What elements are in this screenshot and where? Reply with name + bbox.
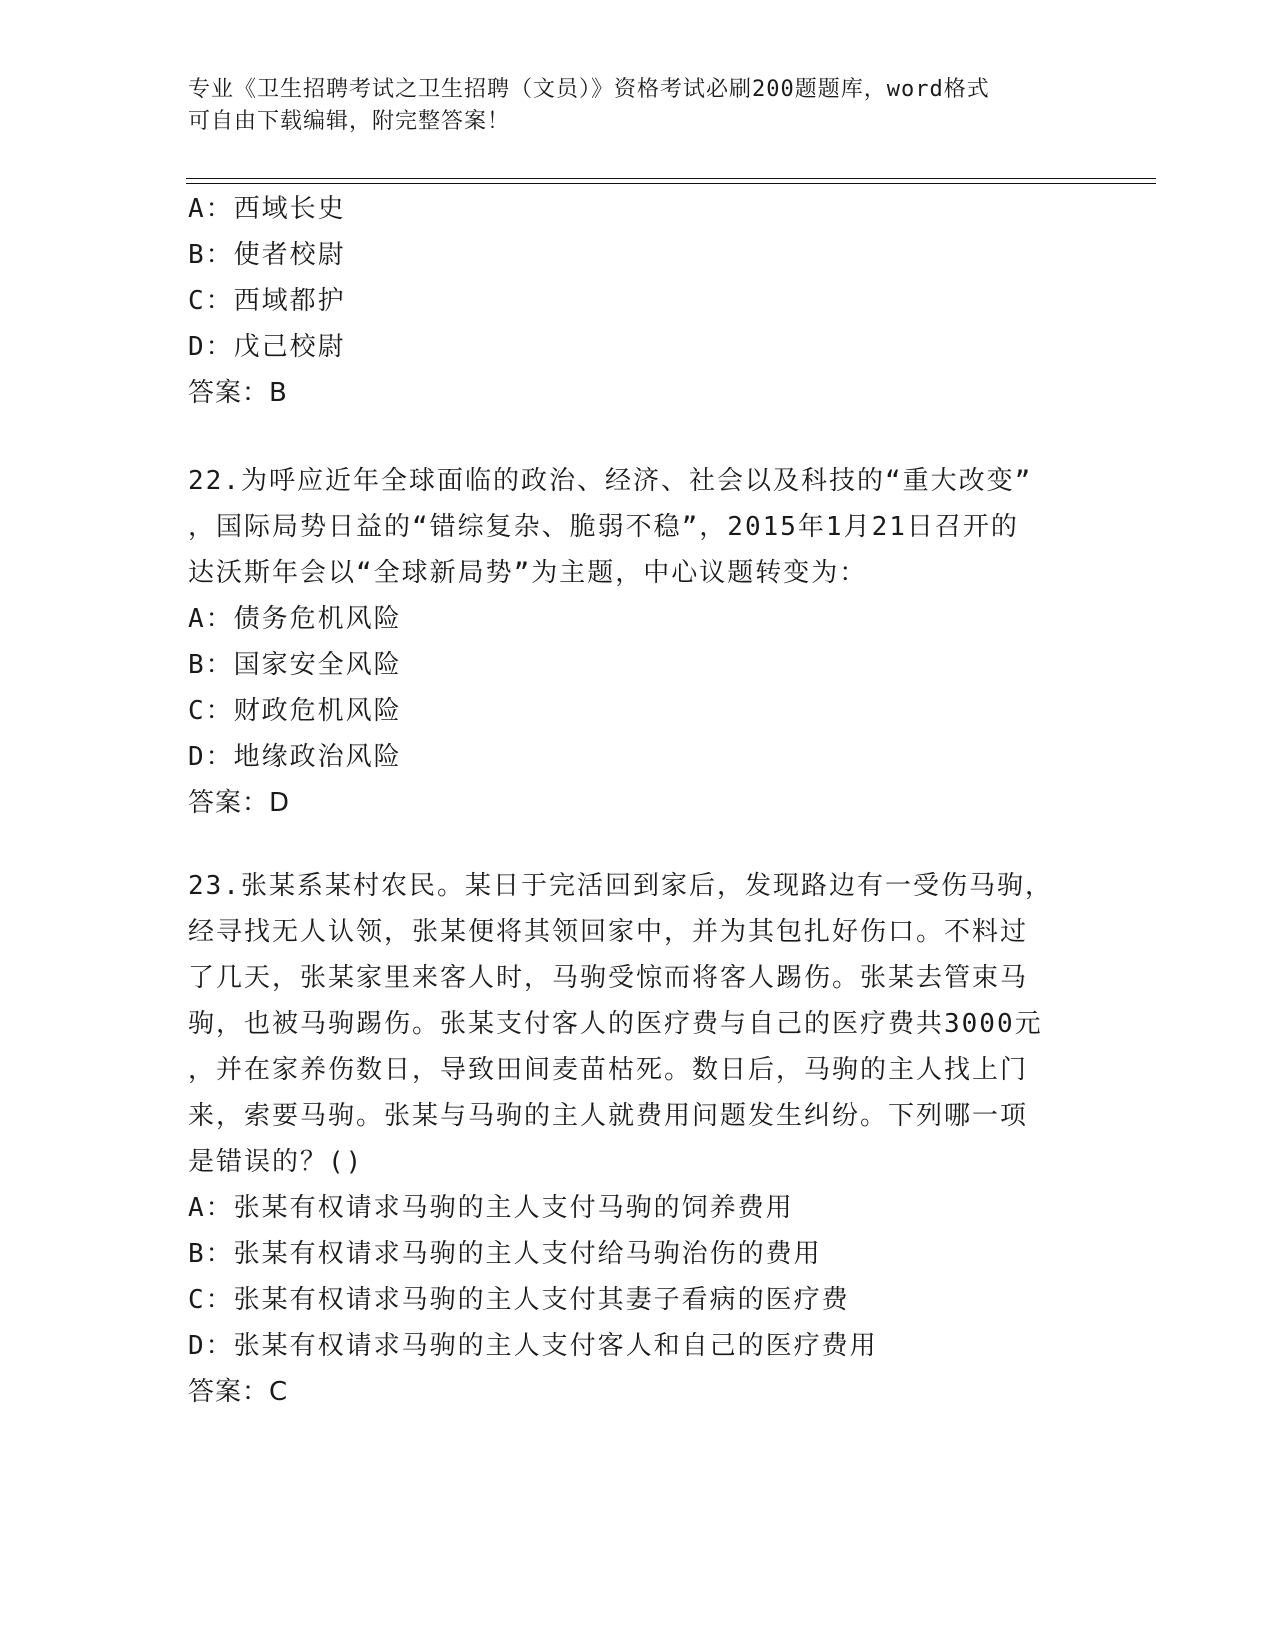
option-d: D：地缘政治风险 bbox=[188, 742, 402, 772]
document-header bbox=[188, 74, 1088, 138]
question-23 bbox=[188, 863, 1108, 1415]
question-text-line: 来，索要马驹。张某与马驹的主人就费用问题发生纠纷。下列哪一项 bbox=[188, 1101, 1029, 1131]
option-b: B：使者校尉 bbox=[188, 240, 346, 270]
answer-label: 答案：C bbox=[188, 1377, 289, 1407]
question-text-line: 23.张某系某村农民。某日于完活回到家后，发现路边有一受伤马驹， bbox=[188, 871, 1053, 901]
option-c: C：财政危机风险 bbox=[188, 696, 402, 726]
option-a: A：债务危机风险 bbox=[188, 604, 402, 634]
answer-label: 答案：D bbox=[188, 788, 291, 818]
header-line-1: 专业《卫生招聘考试之卫生招聘（文员）》资格考试必刷200题题库，word格式 bbox=[188, 77, 990, 102]
question-text-line: 是错误的？() bbox=[188, 1147, 364, 1177]
answer-label: 答案：B bbox=[188, 378, 288, 408]
question-21 bbox=[188, 186, 1108, 416]
option-a: A：张某有权请求马驹的主人支付马驹的饲养费用 bbox=[188, 1193, 794, 1223]
option-b: B：国家安全风险 bbox=[188, 650, 402, 680]
question-text-line: 经寻找无人认领，张某便将其领回家中，并为其包扎好伤口。不料过 bbox=[188, 917, 1029, 947]
option-d: D：戊己校尉 bbox=[188, 332, 346, 362]
option-c: C：西域都护 bbox=[188, 286, 346, 316]
question-text-line: 达沃斯年会以“全球新局势”为主题，中心议题转变为： bbox=[188, 558, 868, 588]
option-a: A：西域长史 bbox=[188, 194, 346, 224]
question-22 bbox=[188, 458, 1108, 826]
question-text-line: 驹，也被马驹踢伤。张某支付客人的医疗费与自己的医疗费共3000元 bbox=[188, 1009, 1043, 1039]
question-text-line: 了几天，张某家里来客人时，马驹受惊而将客人踢伤。张某去管束马 bbox=[188, 963, 1029, 993]
question-text-line: 22.为呼应近年全球面临的政治、经济、社会以及科技的“重大改变” bbox=[188, 466, 1033, 496]
option-b: B：张某有权请求马驹的主人支付给马驹治伤的费用 bbox=[188, 1239, 822, 1269]
question-text-line: ，国际局势日益的“错综复杂、脆弱不稳”，2015年1月21日召开的 bbox=[188, 512, 1019, 542]
question-text-line: ，并在家养伤数日，导致田间麦苗枯死。数日后，马驹的主人找上门 bbox=[188, 1055, 1029, 1085]
header-divider-bottom bbox=[186, 183, 1156, 184]
header-divider-top bbox=[186, 178, 1156, 179]
option-c: C：张某有权请求马驹的主人支付其妻子看病的医疗费 bbox=[188, 1285, 850, 1315]
header-line-2: 可自由下载编辑，附完整答案！ bbox=[188, 109, 511, 134]
option-d: D：张某有权请求马驹的主人支付客人和自己的医疗费用 bbox=[188, 1331, 878, 1361]
